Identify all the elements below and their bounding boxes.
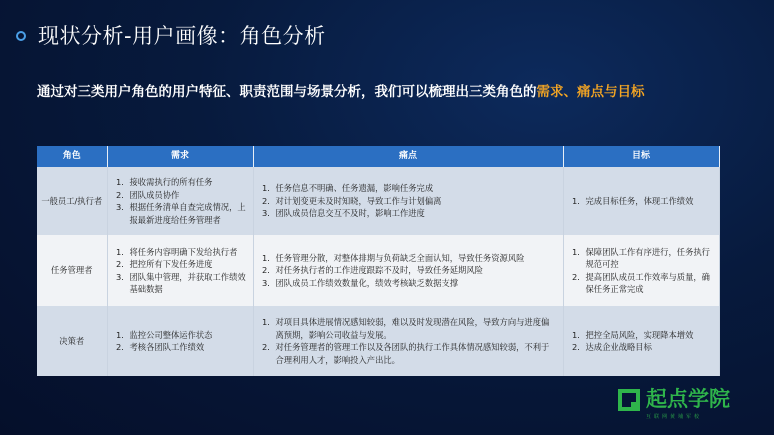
list-item: 2. 团队成员协作 bbox=[127, 189, 247, 202]
list-item: 1. 对项目具体进展情况感知较弱，难以及时发现潜在风险，导致方向与进度偏离预期，影响公司收益与发展。 bbox=[273, 316, 557, 341]
list-item: 2. 提高团队成员工作效率与质量，确保任务正常完成 bbox=[583, 271, 713, 296]
role-cell: 任务管理者 bbox=[37, 235, 107, 306]
role-cell: 一般员工/执行者 bbox=[37, 167, 107, 235]
list-item: 3. 根据任务清单自查完成情况，上报最新进度给任务管理者 bbox=[127, 201, 247, 226]
title-bullet-icon bbox=[16, 31, 26, 41]
list-item: 1. 把控全局风险，实现降本增效 bbox=[583, 329, 713, 342]
list-item: 3. 团队成员工作绩效数量化，绩效考核缺乏数据支撑 bbox=[273, 277, 557, 290]
table-row bbox=[37, 167, 719, 235]
list-item: 2. 达成企业战略目标 bbox=[583, 341, 713, 354]
list-item: 3. 团队集中管理，并获取工作绩效基础数据 bbox=[127, 271, 247, 296]
goals-cell bbox=[563, 235, 719, 306]
pains-cell bbox=[253, 167, 563, 235]
table-row bbox=[37, 235, 719, 306]
list-item: 1. 任务管理分散，对整体排期与负荷缺乏全面认知，导致任务资源风险 bbox=[273, 252, 557, 265]
list-item: 2. 对任务管理者的管理工作以及各团队的执行工作具体情况感知较弱，不利于合理利用人才，影响投入产出比。 bbox=[273, 341, 557, 366]
list-item: 2. 考核各团队工作绩效 bbox=[127, 341, 247, 354]
column-header-needs: 需求 bbox=[107, 146, 253, 167]
list-item: 3. 团队成员信息交互不及时，影响工作进度 bbox=[273, 207, 557, 220]
pains-cell bbox=[253, 306, 563, 376]
goals-cell bbox=[563, 167, 719, 235]
list-item: 1. 接收需执行的所有任务 bbox=[127, 176, 247, 189]
logo-slogan: 互联网黄埔军校 bbox=[646, 414, 703, 420]
list-item: 1. 将任务内容明确下发给执行者 bbox=[127, 246, 247, 259]
list-item: 2. 对计划变更未及时知晓，导致工作与计划偏离 bbox=[273, 195, 557, 208]
list-item: 2. 把控所有下发任务进度 bbox=[127, 258, 247, 271]
column-header-goals: 目标 bbox=[563, 146, 719, 167]
page-subtitle bbox=[37, 82, 645, 102]
needs-cell bbox=[107, 306, 253, 376]
qidian-logo bbox=[618, 386, 758, 426]
table-header-row bbox=[37, 146, 719, 167]
list-item: 1. 监控公司整体运作状态 bbox=[127, 329, 247, 342]
list-item: 1. 保障团队工作有序进行，任务执行规范可控 bbox=[583, 246, 713, 271]
logo-mark-icon bbox=[618, 389, 640, 411]
list-item: 1. 任务信息不明确、任务遗漏，影响任务完成 bbox=[273, 182, 557, 195]
logo-text: 起点学院 bbox=[646, 387, 730, 411]
pains-cell bbox=[253, 235, 563, 306]
list-item: 2. 对任务执行者的工作进度跟踪不及时，导致任务延期风险 bbox=[273, 264, 557, 277]
goals-cell bbox=[563, 306, 719, 376]
role-cell: 决策者 bbox=[37, 306, 107, 376]
role-analysis-table bbox=[37, 146, 720, 376]
needs-cell bbox=[107, 235, 253, 306]
subtitle-prefix: 通过对三类用户角色的用户特征、职责范围与场景分析，我们可以梳理出三类角色的 bbox=[37, 84, 537, 100]
page-title: 现状分析-用户画像：角色分析 bbox=[38, 24, 326, 48]
column-header-pains: 痛点 bbox=[253, 146, 563, 167]
table-row bbox=[37, 306, 719, 376]
list-item: 1. 完成目标任务，体现工作绩效 bbox=[583, 195, 713, 208]
column-header-role: 角色 bbox=[37, 146, 107, 167]
subtitle-highlight: 需求、痛点与目标 bbox=[536, 84, 645, 100]
needs-cell bbox=[107, 167, 253, 235]
